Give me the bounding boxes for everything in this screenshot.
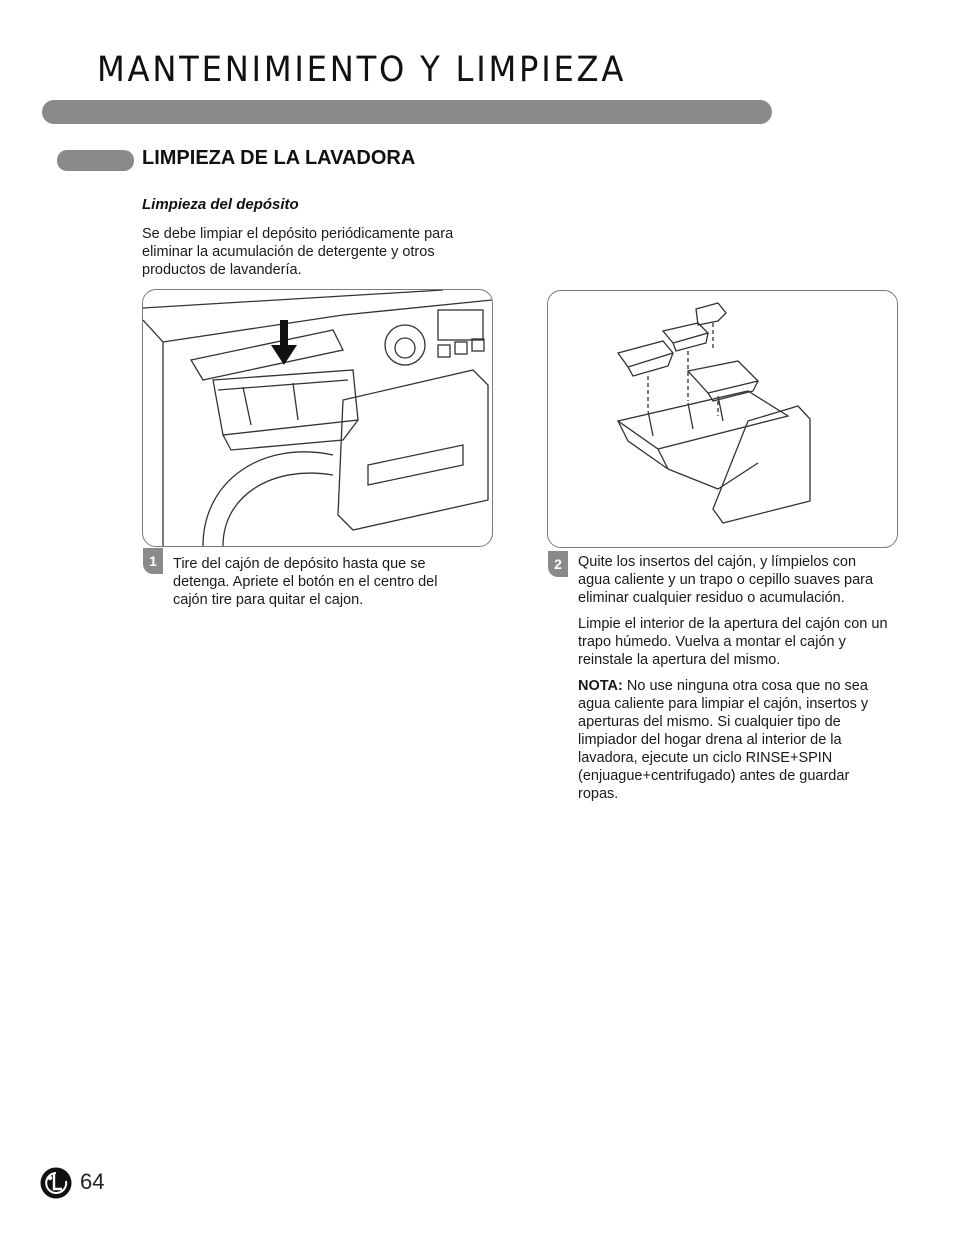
- washer-drawer-illustration: [143, 290, 492, 546]
- note-label: NOTA:: [578, 678, 623, 694]
- section-title: LIMPIEZA DE LA LAVADORA: [142, 147, 416, 169]
- section-marker: [57, 150, 134, 171]
- page-title: MANTENIMIENTO Y LIMPIEZA: [97, 50, 627, 90]
- step-number-badge: 1: [143, 548, 163, 574]
- title-underline-bar: [42, 100, 772, 124]
- subsection-title: Limpieza del depósito: [142, 196, 299, 213]
- figure-drawer-inserts: [547, 290, 898, 548]
- figure-drawer-pull: [142, 289, 493, 547]
- intro-paragraph: Se debe limpiar el depósito periódicamente para eliminar la acumulación de detergente y otros productos de lavandería.: [142, 226, 454, 278]
- step-number-badge: 2: [548, 551, 568, 577]
- step-1-text: Tire del cajón de depósito hasta que se detenga. Apriete el botón en el centro del cajón tire para quitar el cajon.: [173, 556, 438, 608]
- page-number: 64: [80, 1169, 105, 1194]
- step-2-paragraph-2: Limpie el interior de la apertura del cajón con un trapo húmedo. Vuelva a montar el cajón y reinstale la apertura del mismo.: [578, 616, 888, 668]
- step-2-paragraph: Quite los insertos del cajón, y límpielos con agua caliente y un trapo o cepillo suaves para eliminar cualquier residuo o acumulación.: [578, 554, 874, 606]
- lg-logo-icon: [40, 1167, 72, 1199]
- drawer-inserts-illustration: [548, 291, 897, 547]
- note-text: No use ninguna otra cosa que no sea agua caliente para limpiar el cajón, insertos y aperturas del mismo. Si cualquier tipo de limpiador del hogar drena al interior de la lavadora, ejecute un ciclo RINSE+SPIN (enjuague+centrifugado) antes de guardar ropas.: [578, 678, 869, 802]
- step-2-text-block: [578, 553, 888, 811]
- step-2-note: [578, 677, 888, 803]
